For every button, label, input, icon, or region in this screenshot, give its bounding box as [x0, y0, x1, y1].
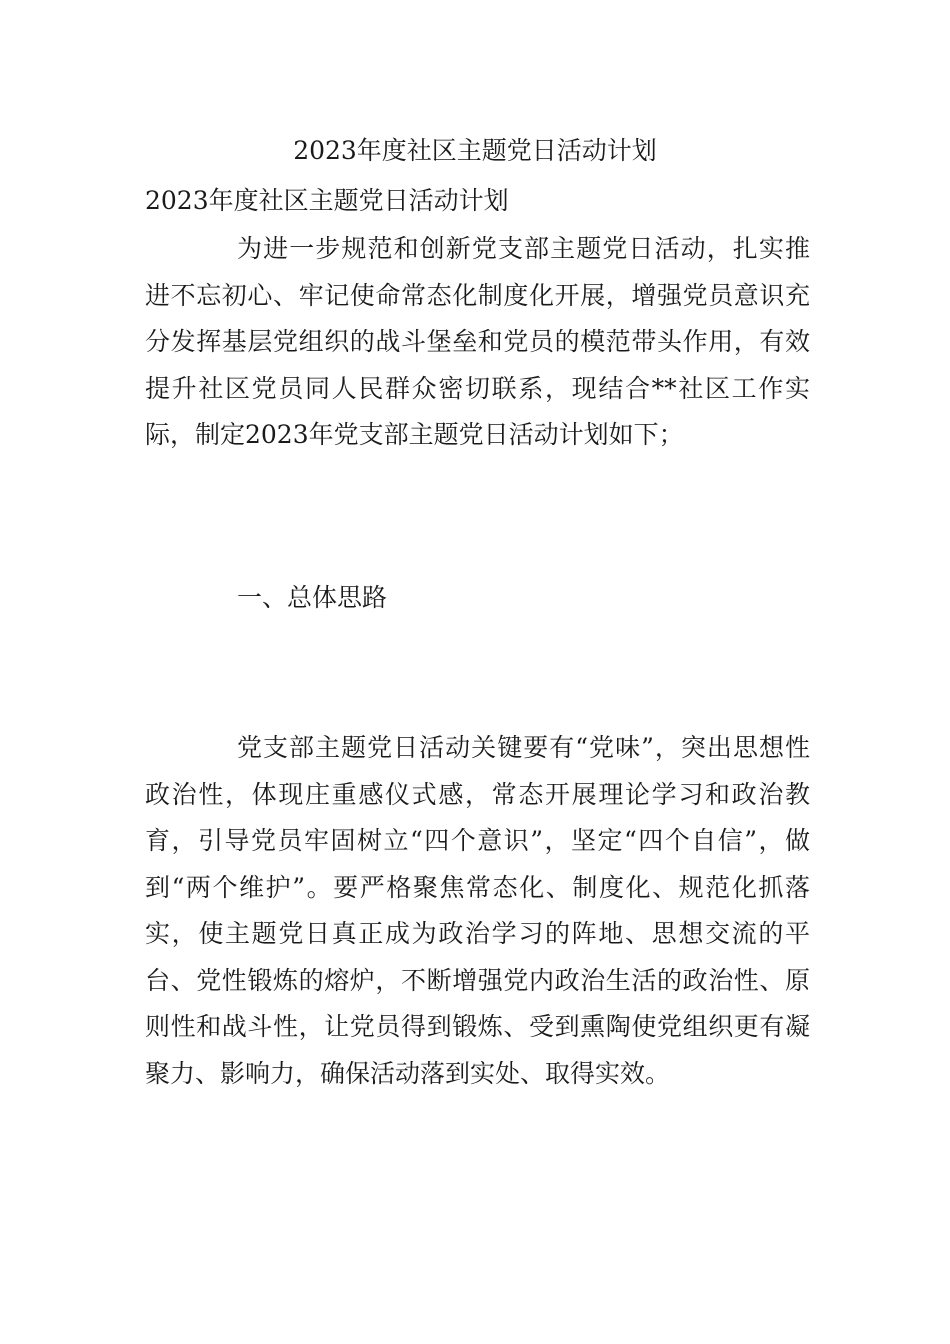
document-title: 2023年度社区主题党日活动计划 — [293, 136, 657, 165]
intro-paragraph: 为进一步规范和创新党支部主题党日活动，扎实推进不忘初心、牢记使命常态化制度化开展，增强党员意识充分发挥基层党组织的战斗堡垒和党员的模范带头作用，有效提升社区党员同人民群众密切联系，现结合**社区工作实际，制定2023年党支部主题党日活动计划如下； — [145, 234, 810, 449]
document-subtitle: 2023年度社区主题党日活动计划 — [145, 186, 509, 215]
section-paragraph: 党支部主题党日活动关键要有“党味”，突出思想性政治性，体现庄重感仪式感，常态开展理论学习和政治教育，引导党员牢固树立“四个意识”，坚定“四个自信”，做到“两个维护”。要严格聚焦常态化、制度化、规范化抓落实，使主题党日真正成为政治学习的阵地、思想交流的平台、党性锻炼的熔炉，不断增强党内政治生活的政治性、原则性和战斗性，让党员得到锻炼、受到熏陶使党组织更有凝聚力、影响力，确保活动落到实处、取得实效。 — [145, 733, 810, 1088]
section-heading: 一、总体思路 — [237, 583, 388, 612]
